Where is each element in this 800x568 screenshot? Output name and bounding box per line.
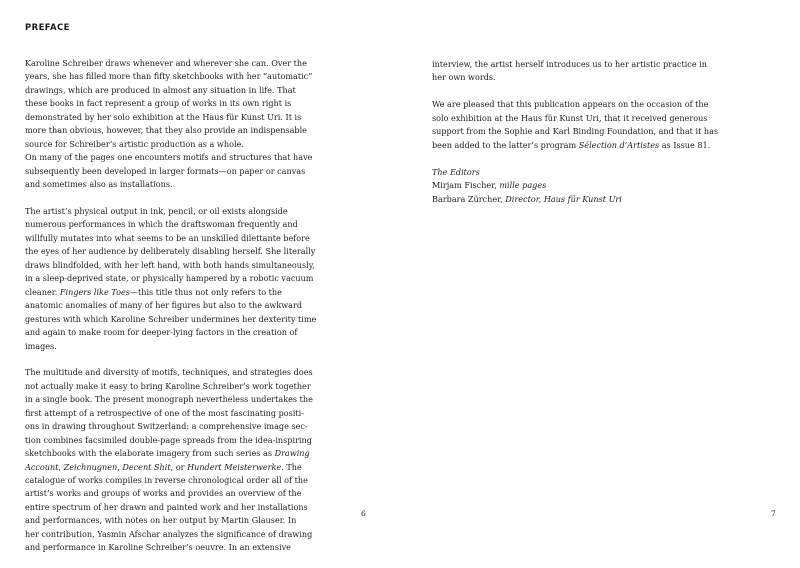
editor-2: Barbara Zürcher, Director, Haus für Kunst Uri <box>432 193 622 204</box>
signoff <box>432 166 732 206</box>
right-column <box>432 58 732 219</box>
left-column <box>25 57 325 568</box>
paragraph-continued: interview, the artist herself introduces us to her artistic practice in her own words. <box>432 59 707 83</box>
paragraph-2: The artist’s physical output in ink, pencil, or oil exists alongside numerous performances in which the draftswoman frequently and willfully mutates into what seems to be an unskilled dilettante before the eyes of her audience by deliberately disabling herself. She literally draws blindfolded, with her left hand, with both hands simultaneously, in a sleep-deprived state, or physically hampered by a robotic vacuum cleaner. Fingers like Toes—this title thus not only refers to the anatomic anomalies of many of her figures but also to the awkward gestures with which Karoline Schreiber undermines her dexterity time and again to make room for deeper-lying factors in the creation of images. <box>25 205 317 351</box>
paragraph-acknowledgement: We are pleased that this publication appears on the occasion of the solo exhibition at the Haus für Kunst Uri, that it received generous support from the Sophie and Karl Binding Foundation, and that it has been added to the latter’s program Sélection d’Artistes as Issue 81. <box>432 99 719 150</box>
page-number-left: 6 <box>361 509 366 518</box>
paragraph-3: The multitude and diversity of motifs, techniques, and strategies does not actually make it easy to bring Karoline Schreiber’s work together in a single book. The present monograph nevertheless undertakes the first attempt of a retrospective of one of the most fascinating positi- ons in drawing throughout Switzerland: a comprehensive image sec- tion combines facsimiled double-page spreads from the idea-inspiring sketchbooks with the elaborate imagery from such series as Drawing Account, Zeichnugnen, Decent Shit, or Hundert Meisterwerke. The catalogue of works compiles in reverse chronological order all of the artist’s works and groups of works and provides an overview of the entire spectrum of her drawn and painted work and her installations and performances, with notes on her output by Martin Glauser. In her contribution, Yasmin Afschar analyzes the significance of drawing and performance in Karoline Schreiber’s oeuvre. In an extensive <box>25 367 313 553</box>
paragraph-1: Karoline Schreiber draws whenever and wherever she can. Over the years, she has filled more than fifty sketchbooks with her “automatic” drawings, which are produced in almost any situation in life. That these books in fact represent a group of works in its own right is demonstrated by her solo exhibition at the Haus für Kunst Uri. It is more than obvious, however, that they also provide an indispensable source for Schreiber’s artistic production as a whole. On many of the pages one encounters motifs and structures that have subsequently been developed in larger formats—on paper or canvas and sometimes also as installations. <box>25 58 313 190</box>
editor-1: Mirjam Fischer, mille pages <box>432 180 547 191</box>
signoff-label: The Editors <box>432 166 480 177</box>
page-number-right: 7 <box>771 509 776 518</box>
section-heading: PREFACE <box>25 23 70 33</box>
